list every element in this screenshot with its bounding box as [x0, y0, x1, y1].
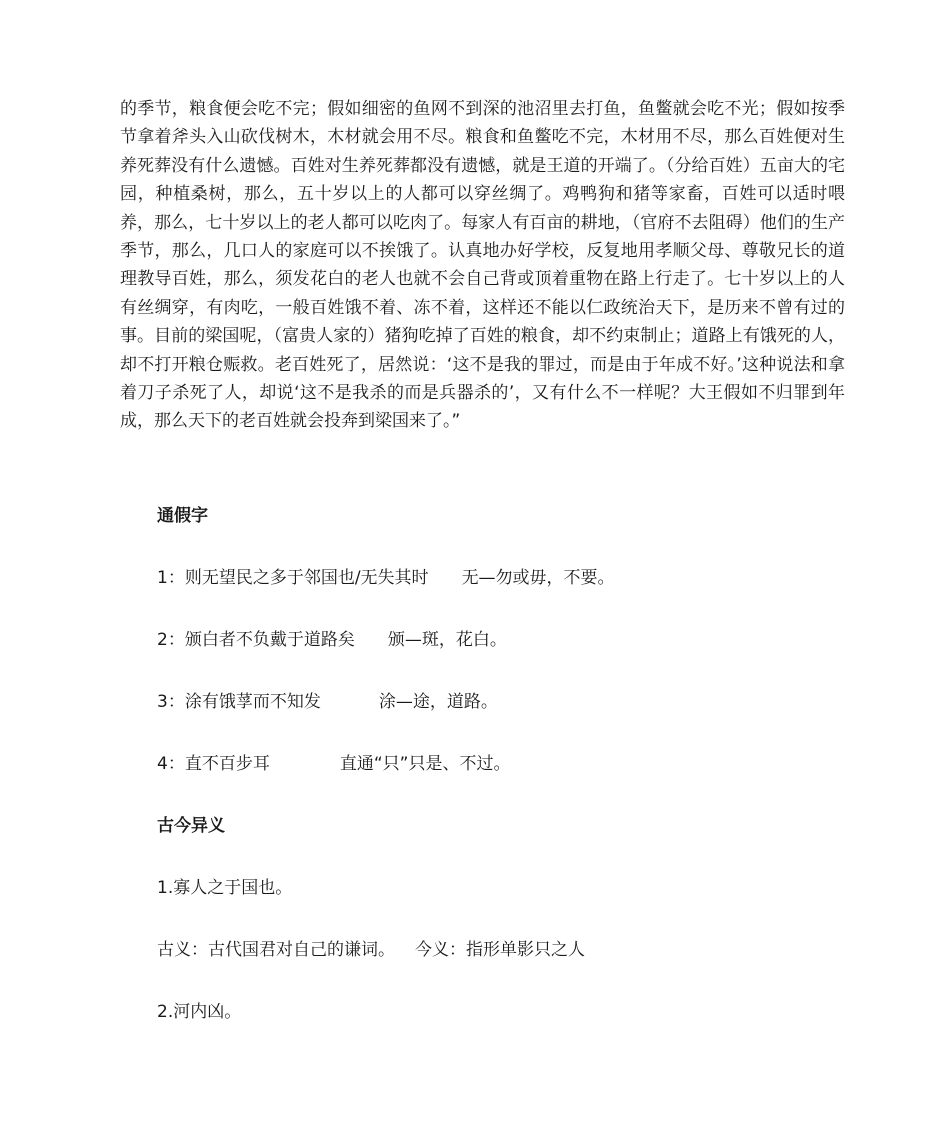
item-text: 涂有饿莩而不知发: [184, 692, 321, 712]
item-text: 直不百步耳: [184, 754, 270, 774]
tongjiazi-item-2: [157, 628, 507, 652]
item-note: 涂—途，道路。: [378, 692, 498, 712]
item-text: 则无望民之多于邻国也/无失其时: [184, 568, 429, 588]
tongjiazi-heading: 通假字: [157, 506, 208, 526]
gujin-item-2: 2.河内凶。: [157, 1002, 242, 1022]
item-number: 4：: [157, 754, 185, 774]
item-number: 1：: [157, 568, 185, 588]
gujin-item-1: 1.寡人之于国也。: [157, 878, 293, 898]
gujin-heading: 古今异义: [157, 816, 225, 836]
modern-meaning: 今义：指形单影只之人: [415, 940, 585, 960]
item-text: 颁白者不负戴于道路矣: [184, 630, 355, 650]
item-note: 颁—斑，花白。: [387, 630, 507, 650]
item-number: 2：: [157, 630, 185, 650]
tongjiazi-item-4: [157, 752, 510, 776]
item-number: 3：: [157, 692, 185, 712]
ancient-meaning: 古义：古代国君对自己的谦词。: [157, 940, 395, 960]
item-note: 直通“只”只是、不过。: [339, 754, 511, 774]
tongjiazi-item-1: [157, 566, 615, 590]
gujin-item-1-meanings: [157, 938, 585, 962]
item-note: 无—勿或毋，不要。: [461, 568, 615, 588]
tongjiazi-item-3: [157, 690, 498, 714]
translation-paragraph: 的季节，粮食便会吃不完；假如细密的鱼网不到深的池沼里去打鱼，鱼鳖就会吃不光；假如按季节拿着斧头入山砍伐树木，木材就会用不尽。粮食和鱼鳖吃不完，木材用不尽，那么百姓便对生养死葬没有什么遗憾。百姓对生养死葬都没有遗憾，就是王道的开端了。（分给百姓）五亩大的宅园，种植桑树，那么，五十岁以上的人都可以穿丝绸了。鸡鸭狗和猪等家畜，百姓可以适时喂养，那么，七十岁以上的老人都可以吃肉了。每家人有百亩的耕地，（官府不去阻碍）他们的生产季节，那么，几口人的家庭可以不挨饿了。认真地办好学校，反复地用孝顺父母、尊敬兄长的道理教导百姓，那么，须发花白的老人也就不会自己背或顶着重物在路上行走了。七十岁以上的人有丝绸穿，有肉吃，一般百姓饿不着、冻不着，这样还不能以仁政统治天下，是历来不曾有过的事。目前的梁国呢，（富贵人家的）猪狗吃掉了百姓的粮食，却不约束制止；道路上有饿死的人，却不打开粮仓赈救。老百姓死了，居然说：‘这不是我的罪过，而是由于年成不好。’这种说法和拿着刀子杀死了人，却说‘这不是我杀的而是兵器杀的’，又有什么不一样呢？大王假如不归罪到年成，那么天下的老百姓就会投奔到梁国来了。”: [120, 99, 845, 432]
